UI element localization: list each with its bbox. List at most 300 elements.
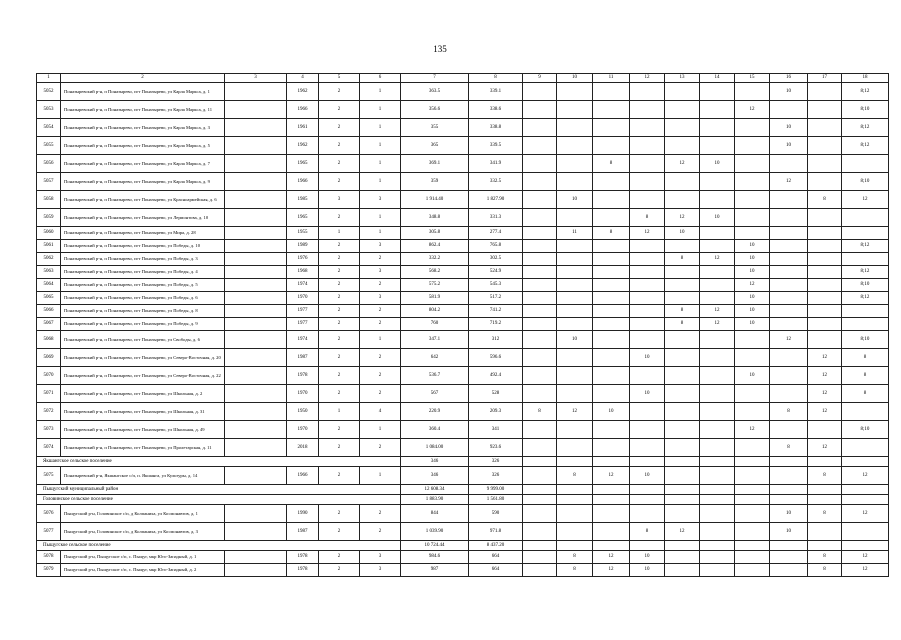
table-cell [225, 349, 287, 367]
table-cell: 8 [630, 209, 665, 227]
table-cell: 312 [469, 331, 523, 349]
table-cell [593, 173, 630, 191]
table-cell [770, 101, 808, 119]
table-cell [735, 439, 770, 457]
table-cell: 8;12 [842, 119, 889, 137]
table-cell [700, 266, 735, 279]
column-header: 8 [469, 74, 523, 83]
column-header: 11 [593, 74, 630, 83]
table-cell [700, 101, 735, 119]
table-cell [557, 485, 593, 495]
table-cell: 2 [319, 240, 360, 253]
table-cell: 1987 [287, 523, 319, 541]
table-cell [523, 457, 557, 467]
table-cell: 8 [557, 564, 593, 577]
table-cell [557, 367, 593, 385]
table-cell: 1 [360, 467, 401, 485]
address-cell: Поназыревский р-н, п Поназырево, пгт Поназырево, ул Карла Маркса, д. 1 [61, 83, 225, 101]
table-cell [665, 564, 700, 577]
table-cell [665, 367, 700, 385]
table-row [37, 292, 889, 305]
table-cell: 12 [770, 331, 808, 349]
table-cell [225, 155, 287, 173]
table-cell [735, 551, 770, 564]
table-cell: 2 [319, 439, 360, 457]
table-cell [630, 495, 665, 505]
table-cell [665, 137, 700, 155]
table-cell [593, 240, 630, 253]
table-cell [842, 439, 889, 457]
table-cell [630, 137, 665, 155]
table-cell [593, 209, 630, 227]
table-cell [842, 523, 889, 541]
address-cell: Поназыревский р-н, п Поназырево, пгт Поназырево, ул Северо-Восточная, д. 22 [61, 367, 225, 385]
table-cell [225, 253, 287, 266]
table-cell: 331.3 [469, 209, 523, 227]
table-cell [593, 191, 630, 209]
table-cell [808, 227, 842, 240]
table-cell [770, 385, 808, 403]
table-cell: 2 [360, 318, 401, 331]
table-cell [523, 83, 557, 101]
table-cell: 862.4 [401, 240, 469, 253]
row-id: 5074 [37, 439, 61, 457]
table-cell [225, 331, 287, 349]
table-cell [770, 349, 808, 367]
table-cell: 2 [319, 266, 360, 279]
column-header: 12 [630, 74, 665, 83]
table-cell [665, 421, 700, 439]
table-cell: 12 [735, 279, 770, 292]
table-cell: 664 [469, 564, 523, 577]
table-cell: 341 [469, 421, 523, 439]
table-cell: 1 [360, 209, 401, 227]
table-cell: 1974 [287, 331, 319, 349]
table-cell [630, 83, 665, 101]
table-cell [593, 318, 630, 331]
table-cell: 12 [808, 367, 842, 385]
table-cell [523, 253, 557, 266]
table-cell [557, 439, 593, 457]
table-cell: 10 [700, 155, 735, 173]
table-cell [700, 331, 735, 349]
table-cell [523, 421, 557, 439]
table-cell: 2 [360, 305, 401, 318]
table-cell: 10 [557, 191, 593, 209]
table-cell [735, 385, 770, 403]
table-cell [557, 318, 593, 331]
table-cell [665, 83, 700, 101]
table-cell: 365 [401, 137, 469, 155]
table-cell: 567 [401, 385, 469, 403]
table-cell [665, 279, 700, 292]
table-row [37, 318, 889, 331]
row-id: 5055 [37, 137, 61, 155]
table-cell [735, 523, 770, 541]
table-cell [735, 505, 770, 523]
table-cell [808, 266, 842, 279]
table-cell [630, 421, 665, 439]
table-cell [593, 421, 630, 439]
table-cell: 12 [665, 155, 700, 173]
table-cell [225, 367, 287, 385]
table-cell: 12 [842, 191, 889, 209]
address-cell: Пыщугский р-н, Головинское с/п, д Колпаниха, ул Космонавтов, д. 3 [61, 523, 225, 541]
table-cell [700, 485, 735, 495]
section-title: Пыщугский муниципальный район [37, 485, 401, 495]
section-row [37, 457, 889, 467]
table-cell: 12 [557, 403, 593, 421]
table-cell: 10 [735, 318, 770, 331]
table-row [37, 253, 889, 266]
table-cell [225, 292, 287, 305]
table-row [37, 240, 889, 253]
table-cell [523, 227, 557, 240]
table-cell [225, 505, 287, 523]
table-row [37, 101, 889, 119]
row-id: 5053 [37, 101, 61, 119]
table-cell [700, 505, 735, 523]
table-cell: 8;10 [842, 421, 889, 439]
table-cell [665, 385, 700, 403]
table-cell [557, 209, 593, 227]
table-cell: 8 [770, 403, 808, 421]
table-cell [557, 173, 593, 191]
section-title: Головинское сельское поселение [37, 495, 401, 505]
column-header: 10 [557, 74, 593, 83]
table-cell [557, 253, 593, 266]
table-cell [735, 119, 770, 137]
table-row [37, 421, 889, 439]
table-cell: 664 [469, 551, 523, 564]
table-cell: 642 [401, 349, 469, 367]
table-cell [770, 421, 808, 439]
table-cell [735, 191, 770, 209]
table-cell: 1 [360, 421, 401, 439]
table-cell [770, 155, 808, 173]
row-id: 5077 [37, 523, 61, 541]
table-cell [665, 485, 700, 495]
table-cell [593, 137, 630, 155]
table-row [37, 331, 889, 349]
table-cell [225, 83, 287, 101]
table-cell: 8;12 [842, 137, 889, 155]
table-cell: 10 [630, 349, 665, 367]
table-cell [557, 385, 593, 403]
address-cell: Поназыревский р-н, п Поназырево, пгт Поназырево, ул Победы, д. 10 [61, 240, 225, 253]
table-cell: 8 [808, 191, 842, 209]
table-cell [735, 83, 770, 101]
section-row [37, 495, 889, 505]
table-cell [557, 279, 593, 292]
table-cell [225, 119, 287, 137]
table-cell [808, 101, 842, 119]
table-cell [735, 495, 770, 505]
table-cell [842, 457, 889, 467]
table-cell [808, 318, 842, 331]
table-cell [808, 240, 842, 253]
table-cell [842, 209, 889, 227]
table-cell [225, 137, 287, 155]
table-cell: 220.9 [401, 403, 469, 421]
section-title: Якшангское сельское поселение [37, 457, 401, 467]
table-cell: 10 [630, 467, 665, 485]
table-cell [808, 421, 842, 439]
table-cell: 8;12 [842, 292, 889, 305]
table-cell: 1989 [287, 240, 319, 253]
table-cell: 804.2 [401, 305, 469, 318]
table-cell [557, 101, 593, 119]
table-cell: 1962 [287, 137, 319, 155]
table-cell: 12 [842, 564, 889, 577]
table-cell [808, 83, 842, 101]
table-cell: 1 [360, 331, 401, 349]
table-cell: 2 [319, 83, 360, 101]
table-cell [770, 292, 808, 305]
table-cell [808, 119, 842, 137]
column-header: 9 [523, 74, 557, 83]
table-cell [665, 119, 700, 137]
table-cell [665, 191, 700, 209]
table-cell [523, 101, 557, 119]
table-cell [593, 495, 630, 505]
table-cell [735, 173, 770, 191]
table-cell [735, 155, 770, 173]
address-cell: Поназыревский р-н, п Поназырево, пгт Поназырево, ул Красноармейская, д. 6 [61, 191, 225, 209]
table-cell: 12 [808, 403, 842, 421]
table-cell: 12 [593, 467, 630, 485]
table-cell [770, 495, 808, 505]
table-cell [523, 495, 557, 505]
table-cell [523, 439, 557, 457]
section-living-area: 9 999.00 [469, 485, 523, 495]
table-cell: 359 [401, 173, 469, 191]
table-cell: 12 [593, 564, 630, 577]
address-cell: Поназыревский р-н, п Поназырево, пгт Поназырево, ул Победы, д. 6 [61, 292, 225, 305]
table-cell [770, 551, 808, 564]
table-cell [225, 421, 287, 439]
table-cell: 1950 [287, 403, 319, 421]
table-row [37, 367, 889, 385]
table-cell [842, 305, 889, 318]
table-cell [523, 266, 557, 279]
address-cell: Поназыревский р-н, п Поназырево, пгт Поназырево, ул Карла Маркса, д. 11 [61, 101, 225, 119]
table-cell: 2 [319, 421, 360, 439]
table-cell [665, 541, 700, 551]
section-living-area: 8 437.20 [469, 541, 523, 551]
table-cell [842, 403, 889, 421]
column-header: 1 [37, 74, 61, 83]
table-cell: 10 [770, 137, 808, 155]
section-living-area: 1 561.80 [469, 495, 523, 505]
table-cell: 2 [360, 523, 401, 541]
table-cell [665, 173, 700, 191]
table-cell [523, 318, 557, 331]
table-cell [808, 495, 842, 505]
table-cell [225, 439, 287, 457]
table-cell: 3 [360, 292, 401, 305]
table-cell: 1968 [287, 266, 319, 279]
table-row [37, 173, 889, 191]
table-cell: 1965 [287, 155, 319, 173]
table-cell [593, 505, 630, 523]
table-cell [665, 349, 700, 367]
table-cell [770, 457, 808, 467]
column-header: 15 [735, 74, 770, 83]
table-row [37, 191, 889, 209]
table-cell: 596.6 [469, 349, 523, 367]
table-cell [735, 331, 770, 349]
table-cell [225, 209, 287, 227]
table-cell: 2 [319, 305, 360, 318]
row-id: 5063 [37, 266, 61, 279]
table-cell: 12 [735, 101, 770, 119]
table-cell [593, 83, 630, 101]
table-cell: 11 [557, 227, 593, 240]
table-cell: 2 [360, 253, 401, 266]
table-cell [523, 349, 557, 367]
table-cell [630, 541, 665, 551]
address-cell: Поназыревский р-н, п Поназырево, пгт Поназырево, ул Победы, д. 9 [61, 318, 225, 331]
table-cell [842, 495, 889, 505]
table-cell [735, 467, 770, 485]
table-cell: 8 [665, 305, 700, 318]
table-cell [523, 292, 557, 305]
table-cell: 12 [842, 505, 889, 523]
table-cell: 8;12 [842, 240, 889, 253]
table-cell [842, 541, 889, 551]
table-cell: 1955 [287, 227, 319, 240]
table-cell [770, 564, 808, 577]
table-cell: 305.8 [401, 227, 469, 240]
table-cell: 971.8 [469, 523, 523, 541]
table-cell [523, 155, 557, 173]
table-cell: 719.2 [469, 318, 523, 331]
table-cell: 12 [842, 551, 889, 564]
row-id: 5075 [37, 467, 61, 485]
table-cell: 3 [360, 191, 401, 209]
table-cell [557, 119, 593, 137]
table-cell [523, 551, 557, 564]
table-cell [225, 191, 287, 209]
address-cell: Поназыревский р-н, п Поназырево, пгт Поназырево, ул Карла Маркса, д. 7 [61, 155, 225, 173]
table-cell: 575.2 [401, 279, 469, 292]
table-cell [593, 331, 630, 349]
table-cell: 1 [360, 101, 401, 119]
table-row [37, 467, 889, 485]
table-row [37, 551, 889, 564]
table-cell [630, 292, 665, 305]
table-cell [770, 253, 808, 266]
table-cell: 12 [842, 467, 889, 485]
column-header: 3 [225, 74, 287, 83]
table-cell: 1 827.90 [469, 191, 523, 209]
table-cell [735, 227, 770, 240]
table-cell: 10 [735, 367, 770, 385]
row-id: 5061 [37, 240, 61, 253]
table-cell: 209.3 [469, 403, 523, 421]
table-cell: 765.8 [469, 240, 523, 253]
column-header: 7 [401, 74, 469, 83]
table-cell: 356.6 [401, 101, 469, 119]
table-cell [523, 485, 557, 495]
row-id: 5068 [37, 331, 61, 349]
column-header: 13 [665, 74, 700, 83]
table-cell [225, 101, 287, 119]
table-cell [630, 305, 665, 318]
table-row [37, 349, 889, 367]
table-cell [665, 467, 700, 485]
table-cell [842, 318, 889, 331]
table-row [37, 227, 889, 240]
table-cell [523, 505, 557, 523]
table-cell [523, 541, 557, 551]
table-cell [557, 155, 593, 173]
table-cell [735, 457, 770, 467]
table-cell [735, 541, 770, 551]
row-id: 5066 [37, 305, 61, 318]
table-cell [523, 173, 557, 191]
table-row [37, 564, 889, 577]
table-cell [225, 403, 287, 421]
table-cell [735, 209, 770, 227]
table-cell: 10 [770, 523, 808, 541]
table-cell: 1970 [287, 385, 319, 403]
table-cell [665, 439, 700, 457]
table-cell [700, 551, 735, 564]
table-cell [700, 279, 735, 292]
section-total-area: 10 724.44 [401, 541, 469, 551]
table-cell: 8;10 [842, 101, 889, 119]
row-id: 5079 [37, 564, 61, 577]
table-row [37, 523, 889, 541]
table-cell [523, 523, 557, 541]
table-cell [842, 253, 889, 266]
address-cell: Поназыревский р-н, п Поназырево, пгт Поназырево, ул Победы, д. 8 [61, 305, 225, 318]
table-cell: 12 [735, 421, 770, 439]
table-cell: 1976 [287, 253, 319, 266]
table-cell: 844 [401, 505, 469, 523]
table-cell: 8 [593, 155, 630, 173]
table-cell [593, 349, 630, 367]
table-cell [593, 457, 630, 467]
table-cell [735, 485, 770, 495]
section-total-area: 1 883.90 [401, 495, 469, 505]
table-cell [557, 292, 593, 305]
table-cell [630, 253, 665, 266]
table-cell: 2 [319, 367, 360, 385]
column-number-row [37, 74, 889, 83]
table-cell: 1 914.40 [401, 191, 469, 209]
table-cell: 10 [770, 505, 808, 523]
table-cell [523, 385, 557, 403]
table-cell [557, 137, 593, 155]
table-row [37, 279, 889, 292]
table-cell: 8 [593, 227, 630, 240]
column-header: 2 [61, 74, 225, 83]
table-cell: 3 [360, 266, 401, 279]
table-cell [770, 467, 808, 485]
table-cell: 347.1 [401, 331, 469, 349]
section-title: Пыщугское сельское поселение [37, 541, 401, 551]
table-cell: 355 [401, 119, 469, 137]
table-row [37, 403, 889, 421]
table-cell [630, 101, 665, 119]
table-row [37, 83, 889, 101]
table-cell: 581.9 [401, 292, 469, 305]
table-cell [665, 331, 700, 349]
table-cell: 2 [319, 101, 360, 119]
